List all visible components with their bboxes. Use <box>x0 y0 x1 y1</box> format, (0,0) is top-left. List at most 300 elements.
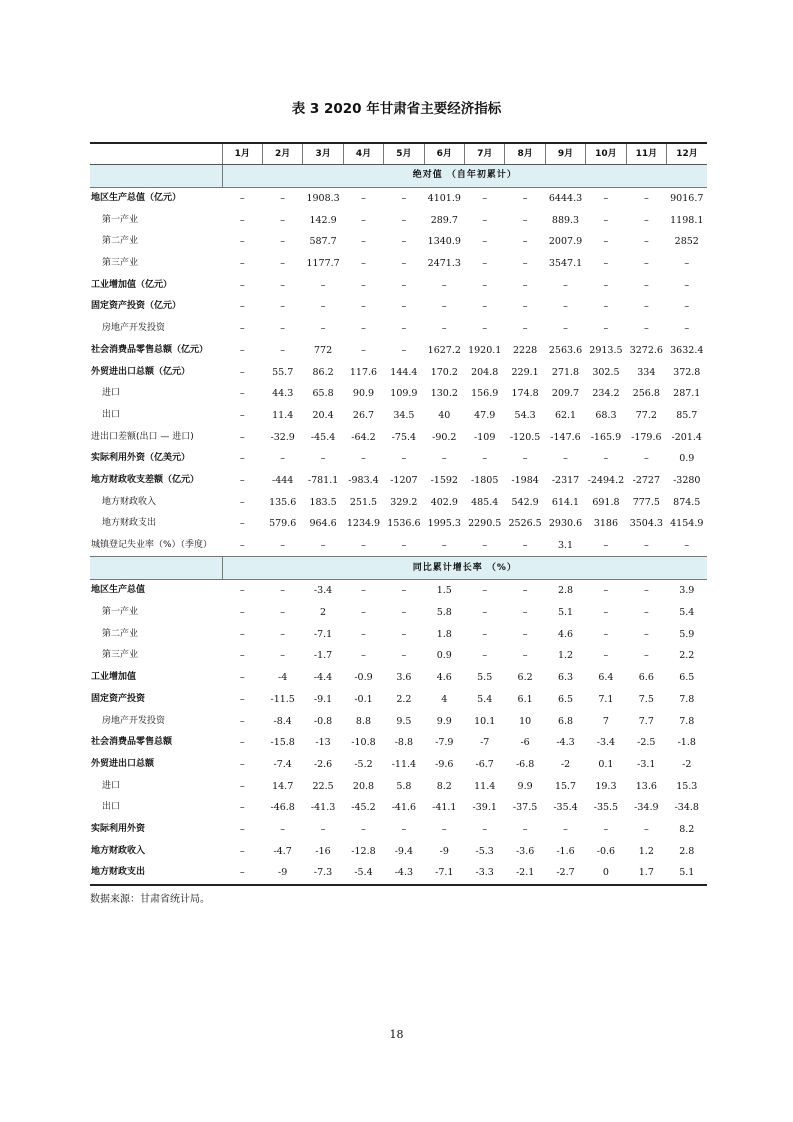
value-cell: – <box>280 193 286 205</box>
value-cell: 2471.3 <box>427 258 461 270</box>
value-cell: – <box>361 279 366 291</box>
value-cell: – <box>643 258 649 270</box>
value-cell: 9.9 <box>436 715 452 727</box>
value-cell: 5.4 <box>679 607 695 619</box>
value-cell: – <box>603 650 609 662</box>
row-label: 房地产开发投资 <box>102 715 166 726</box>
value-cell: 0.1 <box>598 758 614 770</box>
row-label: 地方财政收支差额（亿元） <box>91 474 200 485</box>
value-cell: – <box>239 431 245 443</box>
row-label: 出口 <box>102 409 121 420</box>
value-cell: 889.3 <box>551 214 580 226</box>
value-cell: 5.5 <box>477 672 493 684</box>
row-label: 第一产业 <box>102 607 139 618</box>
value-cell: -35.5 <box>593 802 619 814</box>
value-cell: 62.1 <box>554 409 577 421</box>
value-cell: – <box>239 279 245 291</box>
value-cell: 5.8 <box>436 607 452 619</box>
value-cell: – <box>522 323 528 335</box>
value-cell: -781.1 <box>307 474 339 486</box>
value-cell: – <box>482 279 488 291</box>
value-cell: -12.8 <box>351 845 376 857</box>
row-label: 实际利用外资 <box>91 823 146 834</box>
value-cell: -34.8 <box>674 802 699 814</box>
value-cell: 3.9 <box>679 585 695 597</box>
value-cell: 2563.6 <box>548 344 583 356</box>
value-cell: 3272.6 <box>629 344 663 356</box>
value-cell: 229.1 <box>511 366 539 378</box>
value-cell: 20.8 <box>352 780 375 792</box>
value-cell: -9 <box>262 862 302 885</box>
table-row <box>90 645 707 667</box>
month-header: 2月 <box>262 143 302 165</box>
table-row <box>90 470 707 492</box>
value-cell: – <box>482 193 488 205</box>
value-cell: 334 <box>637 366 656 378</box>
value-cell: -0.8 <box>313 715 333 727</box>
value-cell: – <box>603 607 609 619</box>
value-cell: -10.8 <box>351 737 376 749</box>
value-cell: 34.5 <box>393 409 415 421</box>
value-cell: 1536.6 <box>387 518 421 530</box>
section-title: 同比累计增长率 （%） <box>222 557 707 580</box>
value-cell: – <box>280 323 286 335</box>
value-cell: 6.8 <box>557 715 574 727</box>
value-cell: – <box>643 323 649 335</box>
value-cell: 2852 <box>674 236 699 248</box>
value-cell: – <box>239 453 245 465</box>
value-cell: – <box>239 758 245 770</box>
value-cell: -46.8 <box>270 802 295 814</box>
value-cell: 5.4 <box>477 693 493 705</box>
value-cell: – <box>280 540 286 552</box>
value-cell: – <box>684 301 690 313</box>
value-cell: -2.6 <box>313 758 333 770</box>
value-cell: 2228 <box>513 344 538 356</box>
value-cell: 7.8 <box>679 715 695 727</box>
value-cell: 874.5 <box>673 496 701 508</box>
row-label: 第二产业 <box>102 236 139 247</box>
value-cell: 6.2 <box>517 672 533 684</box>
value-cell: -3280 <box>673 474 701 486</box>
value-cell: -7.3 <box>303 862 343 885</box>
value-cell: 1234.9 <box>346 518 381 530</box>
month-header: 12月 <box>667 143 707 165</box>
value-cell: – <box>280 214 286 226</box>
value-cell: – <box>239 672 245 684</box>
value-cell: – <box>522 585 528 597</box>
value-cell: 174.8 <box>511 388 539 400</box>
value-cell: – <box>280 258 286 270</box>
value-cell: 47.9 <box>474 409 496 421</box>
value-cell: -9.1 <box>313 693 333 705</box>
row-label: 社会消费品零售总额（亿元） <box>91 344 209 355</box>
value-cell: – <box>401 236 407 248</box>
value-cell: – <box>401 301 407 313</box>
value-cell: – <box>239 823 245 835</box>
value-cell: 1177.7 <box>306 258 340 270</box>
value-cell: -34.9 <box>634 802 659 814</box>
value-cell: – <box>643 823 649 835</box>
value-cell: -3.3 <box>465 862 505 885</box>
row-label: 地方财政支出 <box>102 518 157 529</box>
value-cell: -4.3 <box>384 862 424 885</box>
row-label: 进出口差额(出口 — 进口) <box>91 431 194 442</box>
value-cell: – <box>522 607 528 619</box>
table-row <box>90 513 707 535</box>
value-cell: – <box>482 323 488 335</box>
value-cell: 65.8 <box>312 388 334 400</box>
value-cell: – <box>320 323 326 335</box>
value-cell: -32.9 <box>270 431 295 443</box>
value-cell: 109.9 <box>390 388 418 400</box>
table-row <box>90 623 707 645</box>
value-cell: – <box>441 279 447 291</box>
value-cell: 1920.1 <box>468 344 502 356</box>
value-cell: – <box>603 214 609 226</box>
row-label: 出口 <box>102 802 121 813</box>
value-cell: – <box>239 518 245 530</box>
value-cell: 485.4 <box>471 496 499 508</box>
value-cell: – <box>280 453 286 465</box>
value-cell: – <box>361 323 366 335</box>
value-cell: 3547.1 <box>548 258 583 270</box>
month-header-row <box>90 143 707 165</box>
value-cell: -75.4 <box>391 431 417 443</box>
value-cell: 289.7 <box>430 214 458 226</box>
value-cell: – <box>482 585 488 597</box>
value-cell: – <box>280 585 286 597</box>
value-cell: 11.4 <box>272 409 294 421</box>
value-cell: 55.7 <box>272 366 294 378</box>
value-cell: 130.2 <box>430 388 458 400</box>
value-cell: – <box>222 862 262 885</box>
value-cell: – <box>684 258 690 270</box>
value-cell: – <box>401 607 407 619</box>
value-cell: 204.8 <box>471 366 499 378</box>
value-cell: – <box>361 628 366 640</box>
value-cell: 6.4 <box>598 672 614 684</box>
value-cell: – <box>361 214 366 226</box>
table-row <box>90 448 707 470</box>
value-cell: – <box>643 585 649 597</box>
value-cell: 6.5 <box>679 672 695 684</box>
value-cell: – <box>239 607 245 619</box>
value-cell: – <box>320 301 326 313</box>
value-cell: -444 <box>272 474 294 486</box>
value-cell: – <box>643 453 649 465</box>
value-cell: – <box>522 236 528 248</box>
value-cell: 6.1 <box>517 693 533 705</box>
value-cell: -15.8 <box>270 737 295 749</box>
value-cell: -90.2 <box>432 431 457 443</box>
value-cell: – <box>441 823 447 835</box>
row-label: 固定资产投资 <box>91 693 146 704</box>
value-cell: 6.3 <box>557 672 574 684</box>
row-label: 实际利用外资（亿美元） <box>91 453 191 464</box>
value-cell: 11.4 <box>474 780 496 792</box>
value-cell: – <box>361 585 366 597</box>
month-header: 1月 <box>222 143 262 165</box>
value-cell: 1.2 <box>638 845 654 857</box>
value-cell: -9 <box>439 845 449 857</box>
value-cell: 135.6 <box>269 496 297 508</box>
value-cell: 2526.5 <box>508 518 542 530</box>
value-cell: – <box>522 258 528 270</box>
value-cell: – <box>239 301 245 313</box>
value-cell: – <box>239 715 245 727</box>
value-cell: -983.4 <box>348 474 379 486</box>
section-header-row <box>90 165 707 188</box>
section-title: 绝对值 （自年初累计） <box>222 165 707 188</box>
value-cell: 40 <box>438 409 451 421</box>
value-cell: – <box>401 279 407 291</box>
value-cell: -1984 <box>511 474 539 486</box>
value-cell: – <box>239 193 245 205</box>
value-cell: – <box>239 540 245 552</box>
value-cell: -4 <box>278 672 288 684</box>
table-row <box>90 383 707 405</box>
value-cell: – <box>522 279 528 291</box>
value-cell: – <box>441 453 447 465</box>
row-label: 外贸进出口总额 <box>91 758 155 769</box>
value-cell: – <box>361 650 366 662</box>
value-cell: 26.7 <box>352 409 375 421</box>
value-cell: 7.7 <box>638 715 654 727</box>
table-title: 表 3 2020 年甘肃省主要经济指标 <box>291 101 502 117</box>
table-row <box>90 491 707 513</box>
value-cell: 6444.3 <box>548 193 583 205</box>
value-cell: – <box>401 585 407 597</box>
value-cell: 1.7 <box>626 862 666 885</box>
value-cell: – <box>684 540 690 552</box>
row-label: 地方财政支出 <box>90 862 222 885</box>
value-cell: 271.8 <box>551 366 580 378</box>
value-cell: – <box>522 628 528 640</box>
value-cell: – <box>401 193 407 205</box>
value-cell: 964.6 <box>309 518 337 530</box>
value-cell: – <box>361 823 366 835</box>
value-cell: – <box>643 650 649 662</box>
value-cell: -1.7 <box>313 650 333 662</box>
value-cell: – <box>643 301 649 313</box>
value-cell: – <box>482 301 488 313</box>
value-cell: -2 <box>682 758 692 770</box>
value-cell: – <box>361 540 366 552</box>
value-cell: 14.7 <box>272 780 294 792</box>
value-cell: – <box>441 540 447 552</box>
row-label: 地区生产总值（亿元） <box>91 193 182 204</box>
value-cell: 183.5 <box>309 496 337 508</box>
value-cell: -7.4 <box>273 758 292 770</box>
row-label: 工业增加值（亿元） <box>91 279 173 290</box>
table-row <box>90 689 707 711</box>
value-cell: – <box>563 453 568 465</box>
value-cell: 44.3 <box>272 388 294 400</box>
value-cell: -1.6 <box>556 845 575 857</box>
value-cell: – <box>482 650 488 662</box>
value-cell: 7.8 <box>679 693 695 705</box>
value-cell: – <box>522 453 528 465</box>
value-cell: – <box>603 453 609 465</box>
table-row <box>90 819 707 841</box>
value-cell: -8.8 <box>394 737 414 749</box>
value-cell: 402.9 <box>430 496 458 508</box>
value-cell: – <box>643 236 649 248</box>
value-cell: – <box>239 845 245 857</box>
value-cell: – <box>280 628 286 640</box>
row-label: 第一产业 <box>102 214 139 225</box>
value-cell: 691.8 <box>592 496 620 508</box>
value-cell: – <box>239 409 245 421</box>
value-cell: 287.1 <box>673 388 701 400</box>
value-cell: – <box>239 780 245 792</box>
value-cell: -7.1 <box>424 862 464 885</box>
value-cell: 3186 <box>593 518 619 530</box>
value-cell: -6.7 <box>475 758 494 770</box>
row-label: 进口 <box>102 388 121 399</box>
value-cell: – <box>361 193 366 205</box>
value-cell: 329.2 <box>390 496 418 508</box>
value-cell: 587.7 <box>309 236 337 248</box>
value-cell: 251.5 <box>349 496 378 508</box>
value-cell: 1995.3 <box>427 518 461 530</box>
table-row <box>90 862 707 885</box>
month-header: 11月 <box>626 143 666 165</box>
row-label: 房地产开发投资 <box>102 323 166 334</box>
value-cell: 4154.9 <box>670 518 704 530</box>
value-cell: -4.4 <box>313 672 333 684</box>
value-cell: -4.7 <box>273 845 292 857</box>
value-cell: -13 <box>315 737 331 749</box>
value-cell: – <box>239 650 245 662</box>
value-cell: – <box>684 279 690 291</box>
value-cell: – <box>401 323 407 335</box>
value-cell: -2.1 <box>505 862 545 885</box>
table-row <box>90 840 707 862</box>
value-cell: 8.2 <box>436 780 452 792</box>
value-cell: -2 <box>560 758 571 770</box>
value-cell: – <box>280 650 286 662</box>
table-row <box>90 209 707 231</box>
value-cell: 2913.5 <box>589 344 623 356</box>
value-cell: – <box>643 540 649 552</box>
month-header: 9月 <box>545 143 585 165</box>
value-cell: -2.7 <box>545 862 585 885</box>
value-cell: -35.4 <box>553 802 578 814</box>
value-cell: – <box>643 193 649 205</box>
row-label: 固定资产投资（亿元） <box>91 301 182 312</box>
value-cell: 156.9 <box>471 388 499 400</box>
value-cell: – <box>361 453 366 465</box>
value-cell: -0.9 <box>354 672 373 684</box>
row-label: 工业增加值 <box>91 672 137 683</box>
value-cell: – <box>482 607 488 619</box>
value-cell: -16 <box>315 845 331 857</box>
value-cell: -7.9 <box>435 737 454 749</box>
value-cell: – <box>603 193 609 205</box>
value-cell: 302.5 <box>592 366 620 378</box>
header-corner <box>90 143 222 165</box>
value-cell: 86.2 <box>312 366 334 378</box>
value-cell: -6.8 <box>515 758 535 770</box>
value-cell: 1340.9 <box>427 236 461 248</box>
row-label: 社会消费品零售总额 <box>91 737 173 748</box>
value-cell: 1627.2 <box>427 344 461 356</box>
value-cell: – <box>239 802 245 814</box>
value-cell: – <box>361 607 366 619</box>
table-row <box>90 797 707 819</box>
value-cell: – <box>239 737 245 749</box>
value-cell: – <box>280 344 286 356</box>
value-cell: – <box>482 258 488 270</box>
value-cell: 3504.3 <box>629 518 663 530</box>
value-cell: 22.5 <box>312 780 334 792</box>
section-blank-cell <box>90 165 222 188</box>
value-cell: 4.6 <box>436 672 452 684</box>
value-cell: – <box>522 193 528 205</box>
value-cell: -1207 <box>390 474 418 486</box>
value-cell: – <box>482 214 488 226</box>
value-cell: – <box>239 693 245 705</box>
value-cell: -0.1 <box>354 693 373 705</box>
value-cell: 19.3 <box>595 780 617 792</box>
value-cell: -2727 <box>632 474 661 486</box>
value-cell: – <box>441 323 447 335</box>
value-cell: – <box>441 301 447 313</box>
row-label: 地方财政收入 <box>102 496 157 507</box>
value-cell: – <box>603 258 609 270</box>
value-cell: – <box>401 344 407 356</box>
value-cell: -37.5 <box>512 802 538 814</box>
value-cell: 579.6 <box>269 518 297 530</box>
value-cell: 85.7 <box>676 409 698 421</box>
value-cell: -3.6 <box>515 845 535 857</box>
value-cell: – <box>280 607 286 619</box>
value-cell: 142.9 <box>309 214 337 226</box>
value-cell: -179.6 <box>631 431 662 443</box>
value-cell: 8.2 <box>679 823 695 835</box>
month-header: 6月 <box>424 143 464 165</box>
value-cell: – <box>239 474 245 486</box>
value-cell: 2930.6 <box>548 518 583 530</box>
value-cell: 5.9 <box>679 628 695 640</box>
value-cell: 372.8 <box>673 366 701 378</box>
table-row <box>90 187 707 209</box>
value-cell: – <box>603 540 609 552</box>
value-cell: 90.9 <box>352 388 375 400</box>
value-cell: -5.4 <box>343 862 383 885</box>
value-cell: – <box>603 301 609 313</box>
value-cell: – <box>482 628 488 640</box>
value-cell: – <box>603 279 609 291</box>
value-cell: -41.6 <box>391 802 417 814</box>
value-cell: – <box>320 279 326 291</box>
value-cell: – <box>522 823 528 835</box>
value-cell: 777.5 <box>632 496 660 508</box>
row-label: 地方财政收入 <box>91 845 146 856</box>
value-cell: – <box>280 301 286 313</box>
value-cell: – <box>320 453 326 465</box>
value-cell: -5.2 <box>354 758 373 770</box>
value-cell: -3.4 <box>313 585 333 597</box>
value-cell: – <box>482 453 488 465</box>
value-cell: – <box>361 258 366 270</box>
value-cell: 9.5 <box>396 715 412 727</box>
source-note: 数据来源：甘肃省统计局。 <box>90 894 210 905</box>
value-cell: -39.1 <box>472 802 497 814</box>
value-cell: 3.1 <box>557 540 574 552</box>
